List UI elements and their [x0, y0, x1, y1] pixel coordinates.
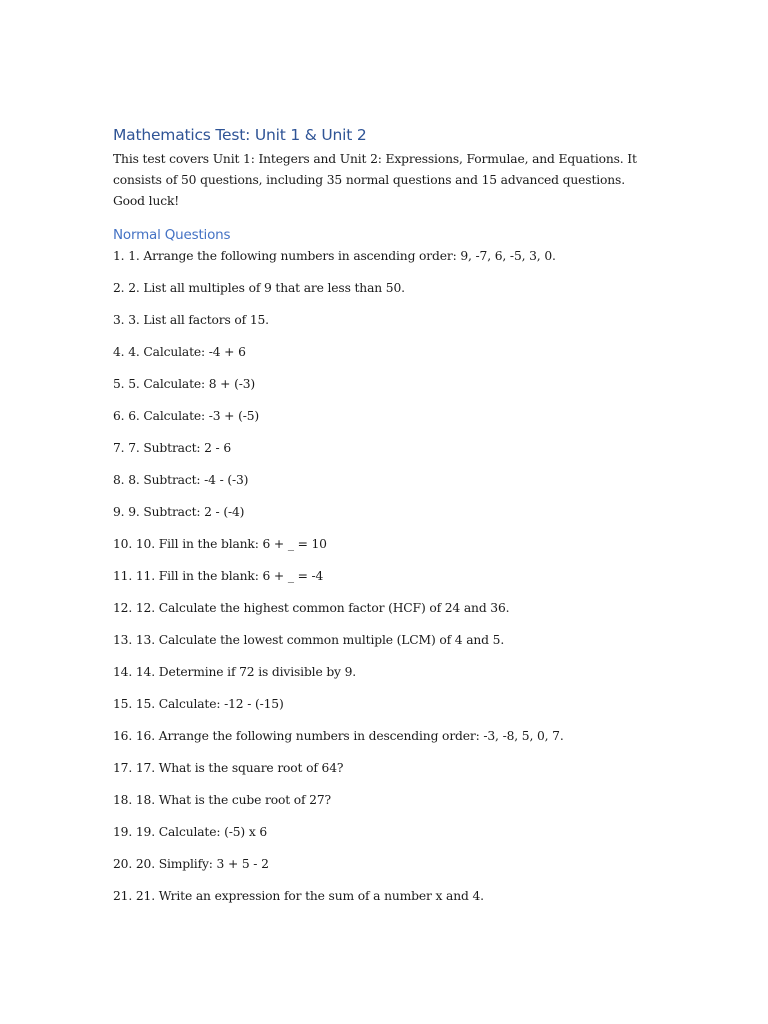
question-item: 15. 15. Calculate: -12 - (-15) — [113, 697, 284, 711]
document-body — [113, 124, 653, 905]
question-list — [113, 248, 653, 905]
question-item: 18. 18. What is the cube root of 27? — [113, 793, 331, 807]
question-item: 3. 3. List all factors of 15. — [113, 313, 269, 327]
question-item: 7. 7. Subtract: 2 - 6 — [113, 441, 231, 455]
question-item: 1. 1. Arrange the following numbers in ascending order: 9, -7, 6, -5, 3, 0. — [113, 249, 556, 263]
question-item: 21. 21. Write an expression for the sum of a number x and 4. — [113, 889, 484, 903]
question-item: 5. 5. Calculate: 8 + (-3) — [113, 377, 256, 391]
question-item: 13. 13. Calculate the lowest common multiple (LCM) of 4 and 5. — [113, 633, 505, 647]
question-item: 16. 16. Arrange the following numbers in descending order: -3, -8, 5, 0, 7. — [113, 729, 564, 743]
section-heading-normal-questions: Normal Questions — [113, 227, 231, 243]
question-item: 4. 4. Calculate: -4 + 6 — [113, 345, 246, 359]
question-item: 20. 20. Simplify: 3 + 5 - 2 — [113, 857, 269, 871]
question-item: 17. 17. What is the square root of 64? — [113, 761, 344, 775]
document-title: Mathematics Test: Unit 1 & Unit 2 — [113, 126, 367, 144]
question-item: 19. 19. Calculate: (-5) x 6 — [113, 825, 268, 839]
question-item: 6. 6. Calculate: -3 + (-5) — [113, 409, 260, 423]
question-item: 11. 11. Fill in the blank: 6 + _ = -4 — [113, 569, 324, 583]
question-item: 2. 2. List all multiples of 9 that are less than 50. — [113, 281, 405, 295]
question-item: 9. 9. Subtract: 2 - (-4) — [113, 505, 245, 519]
question-item: 8. 8. Subtract: -4 - (-3) — [113, 473, 249, 487]
question-item: 14. 14. Determine if 72 is divisible by 9. — [113, 665, 357, 679]
intro-paragraph: This test covers Unit 1: Integers and Unit 2: Expressions, Formulae, and Equations. It consists of 50 questions, including 35 normal questions and 15 advanced questions. Good luck! — [113, 152, 637, 208]
question-item: 12. 12. Calculate the highest common factor (HCF) of 24 and 36. — [113, 601, 510, 615]
question-item: 10. 10. Fill in the blank: 6 + _ = 10 — [113, 537, 327, 551]
